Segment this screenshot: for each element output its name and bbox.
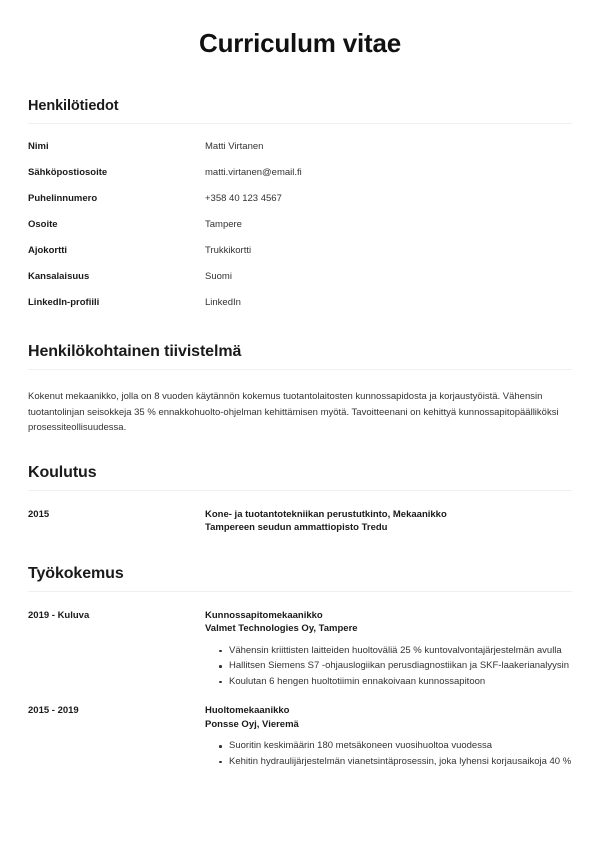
detail-label: Kansalaisuus xyxy=(28,271,90,282)
work-entry-role: Huoltomekaanikko xyxy=(205,705,290,716)
list-item: Kehitin hydraulijärjestelmän vianetsintäprosessin, joka lyhensi korjausaikoja 40 % xyxy=(219,755,572,770)
list-item: Hallitsen Siemens S7 -ohjauslogiikan perusdiagnostiikan ja SKF-laakerianalyysin xyxy=(219,659,572,674)
detail-label: Osoite xyxy=(28,219,58,230)
work-entry-body xyxy=(205,704,572,770)
detail-value-linkedin[interactable]: LinkedIn xyxy=(205,297,241,308)
detail-label: LinkedIn-profiili xyxy=(28,297,100,308)
section-personal-summary xyxy=(28,341,572,436)
personal-details-list xyxy=(28,140,572,309)
education-entry-institution: Tampereen seudun ammattiopisto Tredu xyxy=(205,522,388,533)
education-entry xyxy=(28,508,572,535)
list-item: Koulutan 6 hengen huoltotiimin ennakoivaan kunnossapitoon xyxy=(219,675,572,690)
detail-value: Trukkikortti xyxy=(205,245,252,256)
detail-label: Ajokortti xyxy=(28,245,68,256)
section-divider xyxy=(28,369,572,370)
work-entry-achievement-list xyxy=(205,739,572,769)
work-entry-body xyxy=(205,609,572,691)
education-entry-date: 2015 xyxy=(28,508,50,520)
detail-value: Matti Virtanen xyxy=(205,141,264,152)
section-divider xyxy=(28,123,572,124)
section-heading-education: Koulutus xyxy=(28,463,97,481)
detail-label: Sähköpostiosoite xyxy=(28,167,108,178)
detail-row-nationality xyxy=(28,270,572,283)
detail-row-license xyxy=(28,244,572,257)
work-entry-employer: Ponsse Oyj, Vieremä xyxy=(205,718,299,730)
education-entry-list xyxy=(28,508,572,535)
work-experience-entry-list xyxy=(28,609,572,771)
education-entry-body xyxy=(205,508,572,535)
section-heading-work-experience: Työkokemus xyxy=(28,564,124,582)
detail-value: +358 40 123 4567 xyxy=(205,193,282,204)
education-entry-degree: Kone- ja tuotantotekniikan perustutkinto, Mekaanikko xyxy=(205,508,447,520)
section-heading-personal-details: Henkilötiedot xyxy=(28,98,119,114)
detail-row-name xyxy=(28,140,572,153)
work-entry-employer: Valmet Technologies Oy, Tampere xyxy=(205,623,358,634)
page-title: Curriculum vitae xyxy=(199,28,401,58)
work-experience-entry xyxy=(28,704,572,770)
section-divider xyxy=(28,490,572,491)
work-entry-date: 2015 - 2019 xyxy=(28,705,79,716)
detail-row-phone xyxy=(28,192,572,205)
detail-row-address xyxy=(28,218,572,231)
detail-value: Tampere xyxy=(205,219,242,230)
detail-value: matti.virtanen@email.fi xyxy=(205,167,302,178)
detail-label: Nimi xyxy=(28,141,49,152)
section-education xyxy=(28,462,572,535)
detail-value: Suomi xyxy=(205,271,232,282)
section-work-experience xyxy=(28,563,572,771)
list-item: Vähensin kriittisten laitteiden huoltoväliä 25 % kuntovalvontajärjestelmän avulla xyxy=(219,644,572,659)
list-item: Suoritin keskimäärin 180 metsäkoneen vuosihuoltoa vuodessa xyxy=(219,739,572,754)
work-entry-date: 2019 - Kuluva xyxy=(28,609,90,621)
work-entry-achievement-list xyxy=(205,644,572,690)
detail-row-linkedin xyxy=(28,296,572,309)
work-entry-role: Kunnossapitomekaanikko xyxy=(205,609,323,621)
section-personal-details xyxy=(28,97,572,309)
section-divider xyxy=(28,591,572,592)
detail-label: Puhelinnumero xyxy=(28,193,98,204)
personal-summary-text: Kokenut mekaanikko, jolla on 8 vuoden käytännön kokemus tuotantolaitosten kunnossapidosta ja korjaustyöistä. Vähensin tuotantolinjan seisokkeja 35 % ennakkohuolto-ohjelman kehittämisen myötä. Tavoitteenani on kehittyä kunnossapitopäälliköksi prosessiteollisuudessa. xyxy=(28,391,559,433)
detail-row-email xyxy=(28,166,572,179)
section-heading-personal-summary: Henkilökohtainen tiivistelmä xyxy=(28,343,242,360)
work-experience-entry xyxy=(28,609,572,691)
